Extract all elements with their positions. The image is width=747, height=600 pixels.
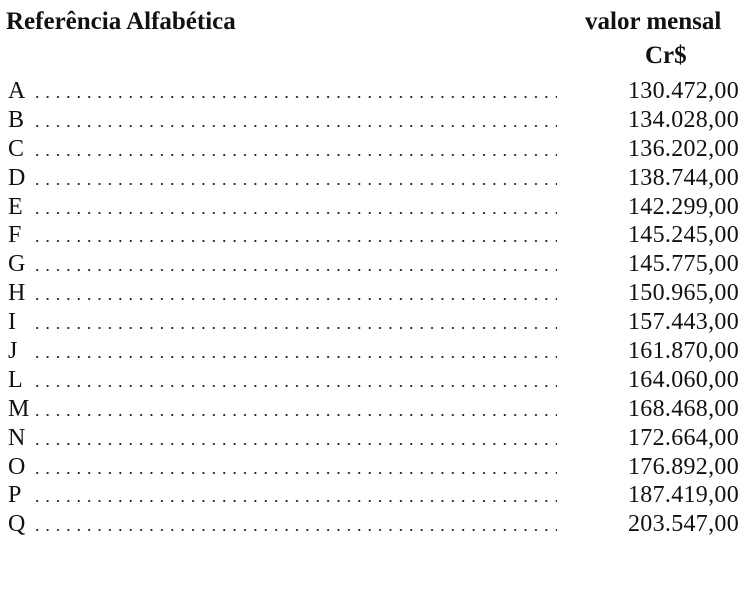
monthly-value: 142.299,00 (628, 193, 739, 220)
table-row (0, 337, 747, 366)
reference-letter: F (8, 222, 22, 249)
dot-leader (32, 269, 557, 271)
dot-leader (32, 385, 557, 387)
dot-leader (32, 443, 557, 445)
dot-leader (32, 356, 557, 358)
reference-letter: A (8, 78, 26, 104)
table-row (0, 308, 747, 337)
monthly-value: 130.472,00 (628, 78, 739, 104)
monthly-value: 172.664,00 (628, 424, 739, 451)
reference-letter: C (8, 135, 25, 162)
table-row (0, 106, 747, 135)
reference-letter: L (8, 366, 23, 393)
table-row (0, 77, 747, 106)
monthly-value: 164.060,00 (628, 366, 739, 393)
dot-leader (32, 154, 557, 156)
table-row (0, 193, 747, 222)
table-row (0, 424, 747, 453)
reference-letter: G (8, 251, 26, 278)
dot-leader (32, 240, 557, 242)
reference-table (0, 77, 747, 539)
table-row (0, 250, 747, 279)
table-row (0, 453, 747, 482)
dot-leader (32, 414, 557, 416)
table-row (0, 279, 747, 308)
monthly-value: 161.870,00 (628, 338, 739, 365)
dot-leader (32, 529, 557, 531)
reference-letter: O (8, 453, 26, 480)
currency-label: Cr$ (645, 42, 687, 69)
dot-leader (32, 183, 557, 185)
monthly-value: 157.443,00 (628, 309, 739, 336)
reference-letter: E (8, 193, 23, 220)
monthly-value: 145.775,00 (628, 251, 739, 278)
monthly-value: 176.892,00 (628, 453, 739, 480)
monthly-value: 150.965,00 (628, 280, 739, 307)
reference-letter: M (8, 395, 30, 422)
dot-leader (32, 298, 557, 300)
dot-leader (32, 327, 557, 329)
monthly-value: 136.202,00 (628, 135, 739, 162)
reference-letter: D (8, 164, 26, 191)
reference-letter: B (8, 106, 25, 133)
dot-leader (32, 472, 557, 474)
reference-letter: P (8, 482, 22, 509)
table-row (0, 221, 747, 250)
reference-letter: N (8, 424, 26, 451)
reference-letter: H (8, 280, 26, 307)
table-row (0, 164, 747, 193)
dot-leader (32, 96, 557, 98)
dot-leader (32, 212, 557, 214)
monthly-value: 187.419,00 (628, 482, 739, 509)
reference-letter: J (8, 338, 18, 365)
monthly-value: 134.028,00 (628, 106, 739, 133)
table-row (0, 366, 747, 395)
reference-column-header: Referência Alfabética (6, 8, 236, 35)
reference-letter: I (8, 309, 16, 336)
table-row (0, 395, 747, 424)
monthly-value: 138.744,00 (628, 164, 739, 191)
monthly-value: 168.468,00 (628, 395, 739, 422)
monthly-value-column-header: valor mensal (585, 8, 722, 35)
table-row (0, 135, 747, 164)
table-row (0, 481, 747, 510)
monthly-value: 203.547,00 (628, 511, 739, 538)
table-row (0, 510, 747, 539)
reference-letter: Q (8, 511, 26, 538)
dot-leader (32, 500, 557, 502)
dot-leader (32, 125, 557, 127)
monthly-value: 145.245,00 (628, 222, 739, 249)
